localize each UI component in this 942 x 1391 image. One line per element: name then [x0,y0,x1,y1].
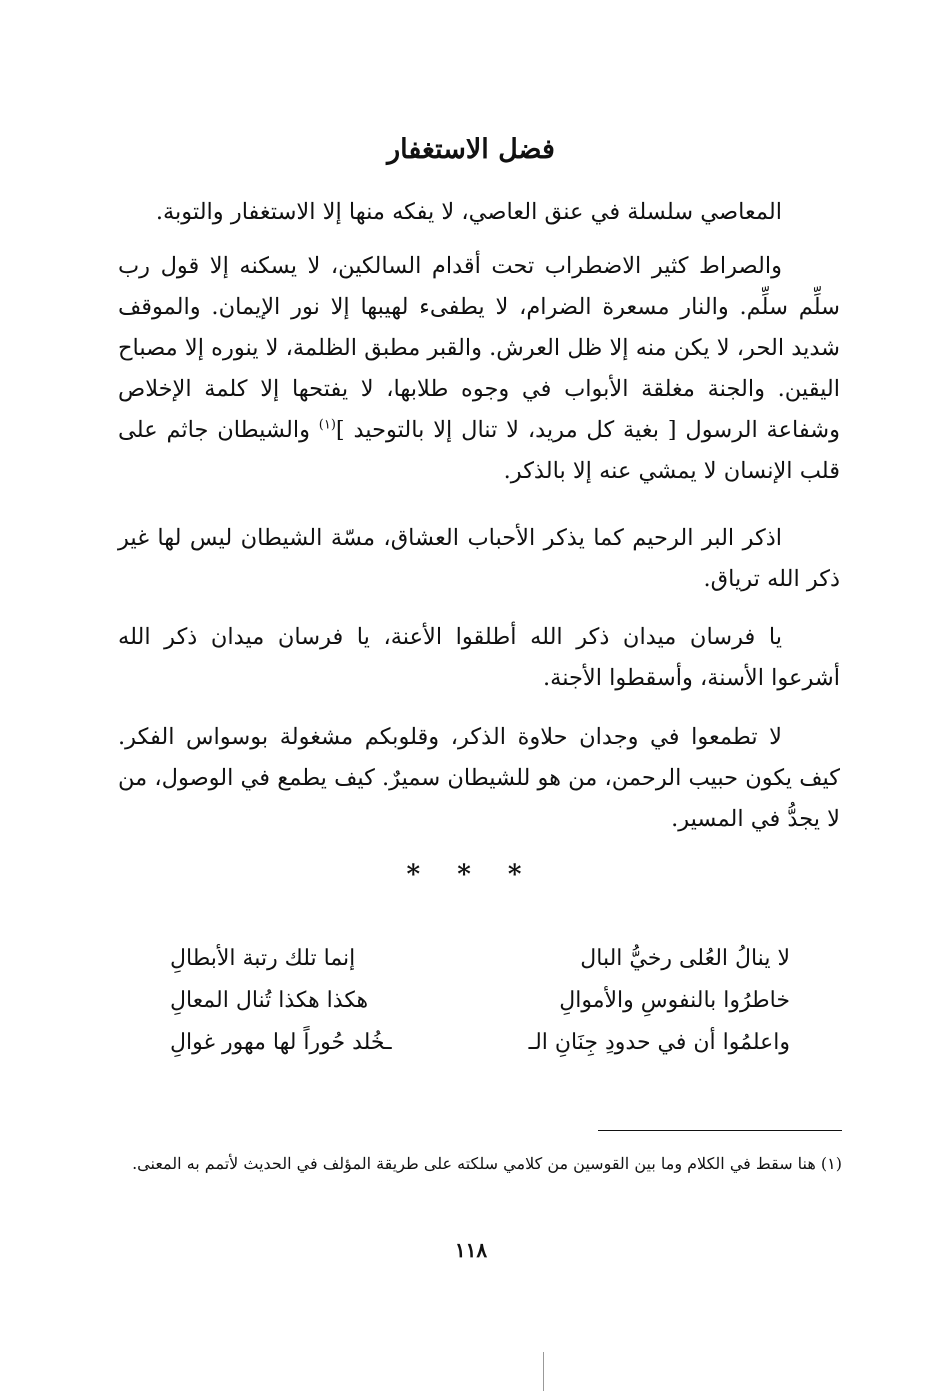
verse-first-hemistich: خاطرُوا بالنفوسِ والأموالِ [559,988,790,1013]
paragraph-5: لا تطمعوا في وجدان حلاوة الذكر، وقلوبكم مشغولة بوسواس الفكر. كيف يكون حبيب الرحمن، من هو للشيطان سميرٌ. كيف يطمع في الوصول، من لا يجدُّ في المسير. [118,724,840,832]
footnote: (١) هنا سقط في الكلام وما بين القوسين من كلامي سلكته على طريقة المؤلف في الحديث لأتمم به المعنى. [132,1154,842,1173]
section-separator: * * * [406,860,536,890]
paragraph-2-text-b: والشيطان جاثم على قلب الإنسان لا يمشي عنه إلا بالذكر. [118,417,840,484]
poem [170,938,790,1064]
page-number: ١١٨ [454,1238,488,1262]
poem-verse-3 [170,1022,790,1064]
paragraph-2 [118,246,840,492]
verse-second-hemistich: ـخُلد حُوراً لها مهور غوالِ [170,1030,392,1055]
paragraph-1: المعاصي سلسلة في عنق العاصي، لا يفكه منها إلا الاستغفار والتوبة. [155,199,782,225]
verse-second-hemistich: هكذا هكذا تُنال المعالِ [170,988,369,1013]
page-binding-edge [543,1352,544,1391]
paragraph-3: اذكر البر الرحيم كما يذكر الأحباب العشاق، مسّة الشيطان ليس لها غير ذكر الله ترياق. [118,525,840,592]
footnote-marker: (١) [318,417,336,433]
paragraph-2-text-a: والصراط كثير الاضطراب تحت أقدام السالكين، لا يسكنه إلا قول رب سلِّم سلِّم. والنار مسعرة الضرام، لا يطفىء لهيبها إلا نور الإيمان. والموقف شديد الحر، لا يكن منه إلا ظل العرش. والقبر مطبق الظلمة، لا ينوره إلا مصباح اليقين. والجنة مغلقة الأبواب في وجوه طلابها، لا يفتحها إلا كلمة الإخلاص وشفاعة الرسول [ بغية كل مريد، لا تنال إلا بالتوحيد ] [118,253,840,443]
verse-second-hemistich: إنما تلك رتبة الأبطالِ [170,946,356,971]
paragraph-4: يا فرسان ميدان ذكر الله أطلقوا الأعنة، يا فرسان ميدان ذكر الله أشرعوا الأسنة، وأسقطوا الأجنة. [118,624,840,691]
verse-first-hemistich: واعلمُوا أن في حدودِ جِنَانِ الـ [528,1030,790,1055]
footnote-divider [598,1130,842,1131]
verse-first-hemistich: لا ينالُ العُلى رخيُّ البال [580,946,790,971]
poem-verse-2 [170,980,790,1022]
poem-verse-1 [170,938,790,980]
chapter-title: فضل الاستغفار [387,134,555,165]
